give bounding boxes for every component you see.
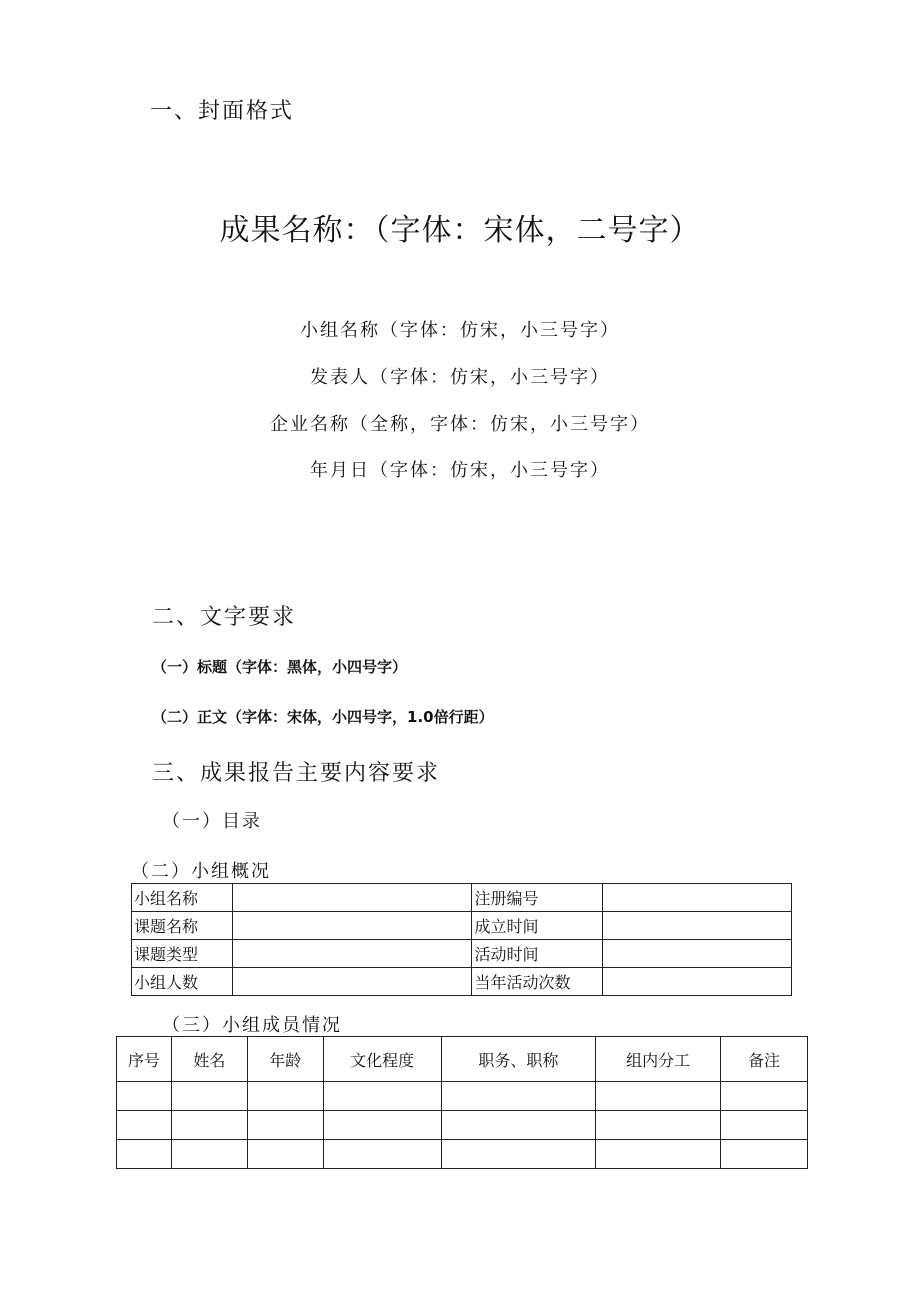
table-row <box>132 912 792 940</box>
cover-line-presenter: 发表人（字体：仿宋，小三号字） <box>310 367 610 388</box>
column-header: 序号 <box>117 1037 172 1082</box>
body-font-rule: （二）正文（字体：宋体，小四号字，1.0倍行距） <box>152 708 494 726</box>
overview-label: 活动时间 <box>472 940 603 968</box>
table-cell <box>323 1082 441 1111</box>
table-cell <box>247 1140 323 1169</box>
table-row <box>117 1140 808 1169</box>
overview-value-cell <box>603 884 792 912</box>
toc-heading: （一）目录 <box>162 811 262 832</box>
column-header: 备注 <box>721 1037 808 1082</box>
overview-label: 课题类型 <box>132 940 233 968</box>
group-overview-table <box>131 883 792 996</box>
overview-value-cell <box>232 968 472 996</box>
section-heading-cover-format: 一、封面格式 <box>150 99 295 124</box>
overview-label: 课题名称 <box>132 912 233 940</box>
table-cell <box>171 1082 247 1111</box>
column-header: 姓名 <box>171 1037 247 1082</box>
table-cell <box>721 1140 808 1169</box>
table-cell <box>721 1111 808 1140</box>
table-cell <box>596 1082 721 1111</box>
overview-value-cell <box>232 884 472 912</box>
overview-label: 小组名称 <box>132 884 233 912</box>
table-cell <box>721 1082 808 1111</box>
table-cell <box>247 1082 323 1111</box>
table-cell <box>323 1140 441 1169</box>
table-cell <box>323 1111 441 1140</box>
overview-heading: （二）小组概况 <box>131 861 271 882</box>
table-row <box>117 1082 808 1111</box>
overview-value-cell <box>603 940 792 968</box>
column-header: 年龄 <box>247 1037 323 1082</box>
overview-value-cell <box>232 940 472 968</box>
cover-line-group-name: 小组名称（字体：仿宋，小三号字） <box>300 320 620 341</box>
overview-label: 成立时间 <box>472 912 603 940</box>
overview-label: 小组人数 <box>132 968 233 996</box>
cover-title-spec: 成果名称：（字体：宋体，二号字） <box>219 213 701 248</box>
table-cell <box>596 1140 721 1169</box>
title-font-rule: （一）标题（字体：黑体，小四号字） <box>152 658 408 676</box>
group-members-table <box>116 1036 808 1169</box>
table-cell <box>596 1111 721 1140</box>
section-heading-report-content: 三、成果报告主要内容要求 <box>152 761 441 786</box>
table-cell <box>441 1111 596 1140</box>
table-row <box>132 884 792 912</box>
table-row <box>117 1111 808 1140</box>
overview-value-cell <box>232 912 472 940</box>
section-heading-text-requirements: 二、文字要求 <box>152 605 297 630</box>
table-cell <box>117 1111 172 1140</box>
table-row <box>132 968 792 996</box>
overview-label: 注册编号 <box>472 884 603 912</box>
table-cell <box>441 1082 596 1111</box>
overview-value-cell <box>603 968 792 996</box>
overview-value-cell <box>603 912 792 940</box>
overview-label: 当年活动次数 <box>472 968 603 996</box>
table-header-row <box>117 1037 808 1082</box>
members-heading: （三）小组成员情况 <box>162 1015 342 1036</box>
table-cell <box>117 1082 172 1111</box>
table-cell <box>247 1111 323 1140</box>
table-cell <box>117 1140 172 1169</box>
table-row <box>132 940 792 968</box>
column-header: 职务、职称 <box>441 1037 596 1082</box>
column-header: 文化程度 <box>323 1037 441 1082</box>
cover-line-company: 企业名称（全称，字体：仿宋，小三号字） <box>270 414 650 435</box>
table-cell <box>441 1140 596 1169</box>
cover-line-date: 年月日（字体：仿宋，小三号字） <box>310 460 610 481</box>
column-header: 组内分工 <box>596 1037 721 1082</box>
table-cell <box>171 1140 247 1169</box>
table-cell <box>171 1111 247 1140</box>
